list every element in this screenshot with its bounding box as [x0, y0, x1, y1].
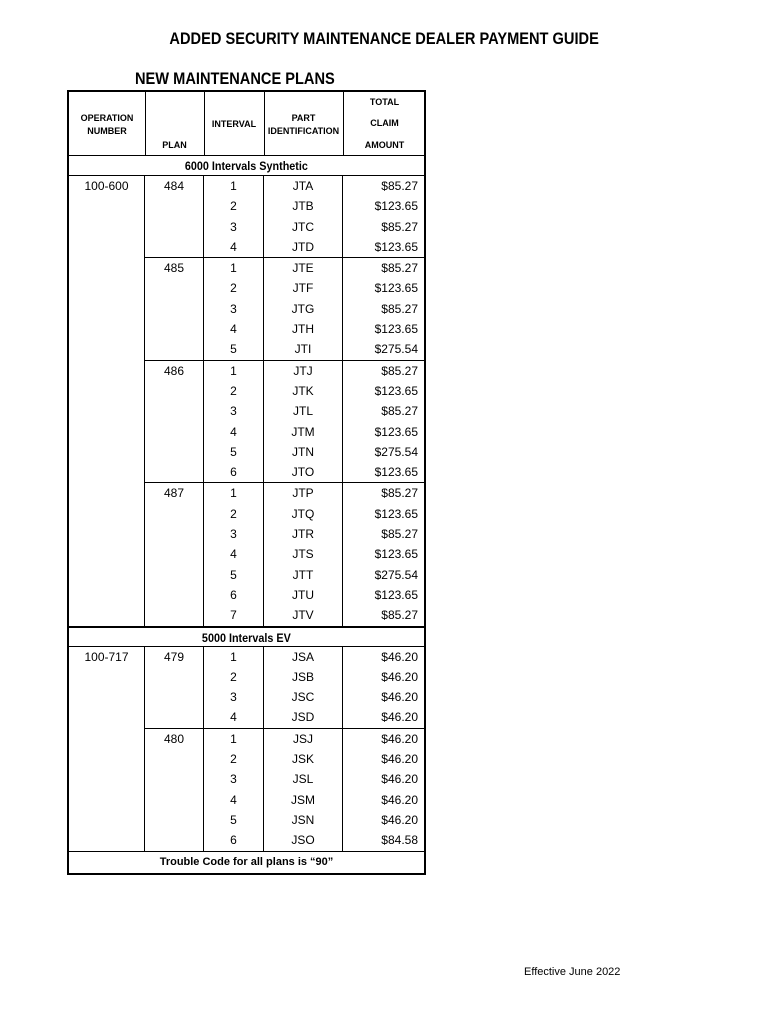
- plan-group: [145, 647, 424, 729]
- plan-rows: [204, 729, 424, 851]
- claim-amount-cell: $85.27: [381, 219, 418, 234]
- payment-table: [67, 90, 426, 875]
- part-identification-cell: JSM: [264, 790, 343, 810]
- table-row: [204, 544, 424, 564]
- part-identification-cell: JSC: [264, 687, 343, 707]
- interval-cell: 2: [204, 749, 264, 769]
- claim-amount-cell: $46.20: [381, 690, 418, 705]
- claim-amount-cell: $46.20: [381, 772, 418, 787]
- interval-cell: 4: [204, 790, 264, 810]
- table-row: [204, 605, 424, 625]
- interval-cell: 5: [204, 442, 264, 462]
- header-total: TOTAL: [369, 97, 400, 107]
- table-row: [204, 401, 424, 421]
- header-operation-line2: NUMBER: [87, 126, 127, 136]
- interval-cell: 1: [204, 258, 264, 278]
- interval-cell: 6: [204, 462, 264, 482]
- interval-cell: 5: [204, 339, 264, 359]
- claim-amount-cell: $85.27: [381, 179, 418, 193]
- part-identification-cell: JTO: [264, 462, 343, 482]
- claim-amount-cell: $46.20: [381, 669, 418, 684]
- part-identification-cell: JTQ: [264, 504, 343, 524]
- interval-cell: 3: [204, 401, 264, 421]
- part-identification-cell: JSK: [264, 749, 343, 769]
- table-row: [204, 339, 424, 359]
- claim-amount-cell: $123.65: [374, 383, 418, 398]
- interval-cell: 5: [204, 565, 264, 585]
- interval-cell: 1: [204, 176, 264, 196]
- part-identification-cell: JTT: [264, 565, 343, 585]
- claim-amount-cell: $275.54: [374, 444, 418, 459]
- plans-column: [145, 176, 424, 626]
- table-row: [204, 299, 424, 319]
- plan-group: [145, 176, 424, 258]
- claim-amount-cell: $85.27: [381, 363, 418, 378]
- part-identification-cell: JTU: [264, 585, 343, 605]
- interval-cell: 3: [204, 299, 264, 319]
- section-band: [69, 627, 424, 647]
- header-part-identification: [264, 112, 343, 138]
- claim-amount-cell: $123.65: [374, 199, 418, 214]
- part-identification-cell: JTJ: [264, 361, 343, 381]
- part-identification-cell: JTC: [264, 217, 343, 237]
- table-row: [204, 749, 424, 769]
- claim-amount-cell: $275.54: [374, 567, 418, 582]
- part-identification-cell: JTR: [264, 524, 343, 544]
- part-identification-cell: JSJ: [264, 729, 343, 749]
- interval-cell: 2: [204, 381, 264, 401]
- table-row: [204, 667, 424, 687]
- part-identification-cell: JTV: [264, 605, 343, 625]
- plans-column: [145, 647, 424, 851]
- table-row: [204, 462, 424, 482]
- plan-number-cell: 485: [145, 258, 204, 359]
- table-row: [204, 790, 424, 810]
- part-identification-cell: JTG: [264, 299, 343, 319]
- interval-cell: 3: [204, 769, 264, 789]
- table-row: [204, 565, 424, 585]
- plan-group: [145, 361, 424, 484]
- plan-number-cell: 486: [145, 361, 204, 483]
- plan-group: [145, 729, 424, 851]
- document-title: ADDED SECURITY MAINTENANCE DEALER PAYMENT GUIDE: [169, 29, 599, 48]
- interval-cell: 1: [204, 647, 264, 667]
- claim-amount-cell: $84.58: [381, 833, 418, 848]
- claim-amount-cell: $46.20: [381, 649, 418, 664]
- claim-amount-cell: $123.65: [374, 506, 418, 521]
- claim-amount-cell: $123.65: [374, 587, 418, 602]
- part-identification-cell: JSB: [264, 667, 343, 687]
- part-identification-cell: JTA: [264, 176, 343, 196]
- interval-cell: 6: [204, 830, 264, 850]
- part-identification-cell: JTL: [264, 401, 343, 421]
- plan-number-cell: 479: [145, 647, 204, 728]
- interval-cell: 7: [204, 605, 264, 625]
- plan-rows: [204, 258, 424, 359]
- claim-amount-cell: $275.54: [374, 342, 418, 357]
- trouble-code-note: Trouble Code for all plans is “90”: [69, 851, 424, 873]
- plan-group: [145, 483, 424, 625]
- table-row: [204, 585, 424, 605]
- part-identification-cell: JTM: [264, 422, 343, 442]
- table-row: [204, 237, 424, 257]
- claim-amount-cell: $85.27: [381, 486, 418, 501]
- header-part-line2: IDENTIFICATION: [267, 126, 340, 136]
- claim-amount-cell: $123.65: [374, 465, 418, 480]
- table-row: [204, 258, 424, 278]
- interval-cell: 3: [204, 687, 264, 707]
- interval-cell: 3: [204, 217, 264, 237]
- table-row: [204, 422, 424, 442]
- operation-number-cell: 100-717: [69, 647, 145, 851]
- plan-number-cell: 487: [145, 483, 204, 625]
- section-band-label: 6000 Intervals Synthetic: [184, 159, 309, 173]
- part-identification-cell: JTN: [264, 442, 343, 462]
- section-band-label: 5000 Intervals EV: [202, 630, 291, 645]
- interval-cell: 1: [204, 729, 264, 749]
- claim-amount-cell: $46.20: [381, 710, 418, 725]
- interval-cell: 2: [204, 667, 264, 687]
- table-row: [204, 217, 424, 237]
- header-claim: CLAIM: [370, 118, 399, 128]
- table-row: [204, 442, 424, 462]
- table-row: [204, 687, 424, 707]
- claim-amount-cell: $123.65: [374, 547, 418, 562]
- interval-cell: 4: [204, 544, 264, 564]
- plan-number-cell: 484: [145, 176, 204, 257]
- interval-cell: 2: [204, 278, 264, 298]
- part-identification-cell: JTP: [264, 483, 343, 503]
- operation-group: [69, 647, 424, 851]
- plan-number-cell: 480: [145, 729, 204, 851]
- header-part-line1: PART: [291, 113, 316, 123]
- plan-rows: [204, 361, 424, 483]
- operation-group: [69, 176, 424, 627]
- claim-amount-cell: $123.65: [374, 239, 418, 254]
- effective-date: Effective June 2022: [524, 966, 621, 978]
- part-identification-cell: JTE: [264, 258, 343, 278]
- claim-amount-cell: $85.27: [381, 301, 418, 316]
- operation-number-cell: 100-600: [69, 176, 145, 626]
- plan-group: [145, 258, 424, 360]
- table-row: [204, 176, 424, 196]
- table-row: [204, 810, 424, 830]
- claim-amount-cell: $46.20: [381, 731, 418, 746]
- section-title: NEW MAINTENANCE PLANS: [135, 69, 335, 88]
- interval-cell: 2: [204, 196, 264, 216]
- interval-cell: 5: [204, 810, 264, 830]
- plan-rows: [204, 647, 424, 728]
- table-row: [204, 196, 424, 216]
- table-row: [204, 729, 424, 749]
- claim-amount-cell: $85.27: [381, 608, 418, 623]
- claim-amount-cell: $123.65: [374, 322, 418, 337]
- interval-cell: 4: [204, 422, 264, 442]
- part-identification-cell: JTD: [264, 237, 343, 257]
- claim-amount-cell: $123.65: [374, 424, 418, 439]
- claim-amount-cell: $46.20: [381, 792, 418, 807]
- section-band: [69, 156, 424, 176]
- interval-cell: 4: [204, 707, 264, 727]
- part-identification-cell: JSO: [264, 830, 343, 850]
- table-body: [69, 156, 424, 851]
- interval-cell: 2: [204, 504, 264, 524]
- part-identification-cell: JTB: [264, 196, 343, 216]
- claim-amount-cell: $85.27: [381, 404, 418, 419]
- part-identification-cell: JTS: [264, 544, 343, 564]
- part-identification-cell: JSN: [264, 810, 343, 830]
- part-identification-cell: JSD: [264, 707, 343, 727]
- header-operation-number: [69, 112, 145, 138]
- interval-cell: 4: [204, 237, 264, 257]
- plan-rows: [204, 483, 424, 625]
- table-row: [204, 483, 424, 503]
- claim-amount-cell: $123.65: [374, 281, 418, 296]
- header-interval: INTERVAL: [211, 119, 257, 129]
- interval-cell: 1: [204, 483, 264, 503]
- table-row: [204, 278, 424, 298]
- header-operation-line1: OPERATION: [80, 113, 134, 123]
- table-header: [69, 92, 424, 156]
- part-identification-cell: JSA: [264, 647, 343, 667]
- table-row: [204, 504, 424, 524]
- interval-cell: 3: [204, 524, 264, 544]
- part-identification-cell: JTK: [264, 381, 343, 401]
- claim-amount-cell: $46.20: [381, 752, 418, 767]
- claim-amount-cell: $85.27: [381, 261, 418, 276]
- table-row: [204, 830, 424, 850]
- interval-cell: 6: [204, 585, 264, 605]
- table-row: [204, 361, 424, 381]
- table-row: [204, 647, 424, 667]
- table-row: [204, 319, 424, 339]
- claim-amount-cell: $46.20: [381, 812, 418, 827]
- interval-cell: 4: [204, 319, 264, 339]
- part-identification-cell: JTI: [264, 339, 343, 359]
- header-amount: AMOUNT: [364, 140, 405, 150]
- part-identification-cell: JTF: [264, 278, 343, 298]
- part-identification-cell: JTH: [264, 319, 343, 339]
- interval-cell: 1: [204, 361, 264, 381]
- claim-amount-cell: $85.27: [381, 527, 418, 542]
- part-identification-cell: JSL: [264, 769, 343, 789]
- header-plan: PLAN: [162, 140, 187, 150]
- plan-rows: [204, 176, 424, 257]
- table-row: [204, 769, 424, 789]
- table-row: [204, 381, 424, 401]
- table-row: [204, 524, 424, 544]
- table-row: [204, 707, 424, 727]
